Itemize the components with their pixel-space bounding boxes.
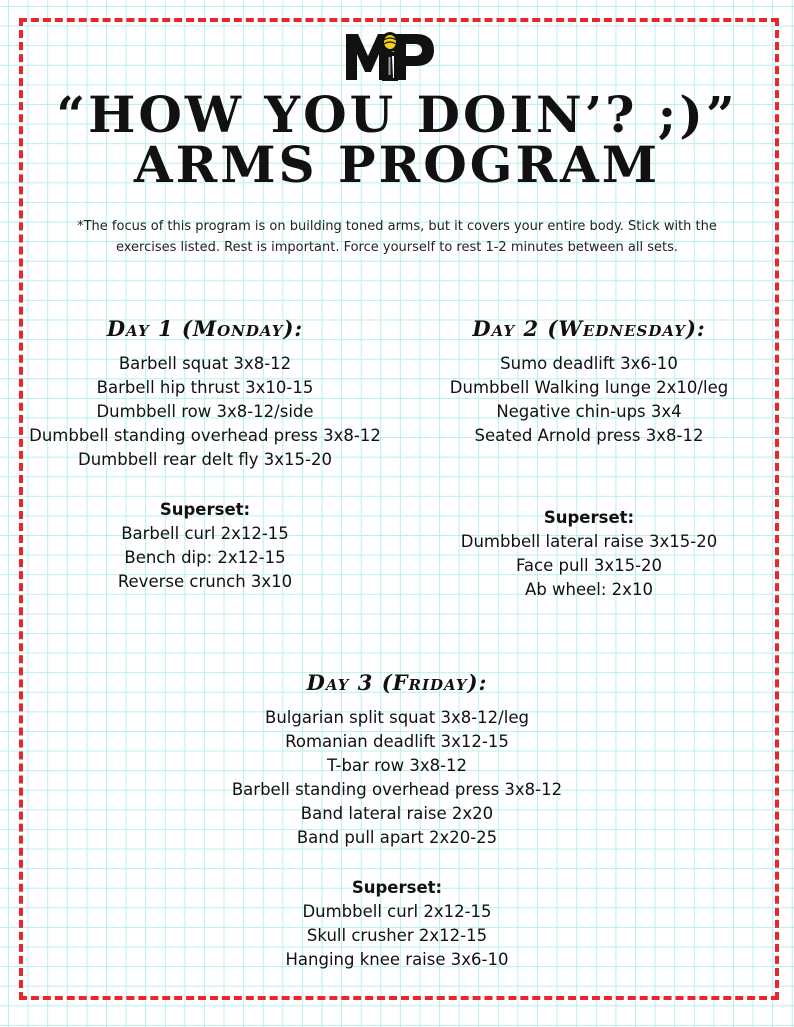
list-item: Barbell squat 3x8-12 <box>118 354 292 373</box>
list-item: Skull crusher 2x12-15 <box>306 926 488 945</box>
page-title-line-2: ARMS PROGRAM <box>133 135 661 194</box>
page-title-line-1: “HOW YOU DOIN’? ;)” <box>56 85 738 144</box>
list-item: Dumbbell rear delt fly 3x15-20 <box>78 450 332 469</box>
day-2-section <box>410 314 768 602</box>
day-3-section <box>197 668 597 972</box>
list-item: T-bar row 3x8-12 <box>326 756 468 775</box>
list-item: Sumo deadlift 3x6-10 <box>500 354 678 373</box>
list-item: Ab wheel: 2x10 <box>525 580 653 599</box>
day-3-superset-label: Superset: <box>351 878 443 897</box>
list-item: Barbell curl 2x12-15 <box>121 524 289 543</box>
list-item: Dumbbell curl 2x12-15 <box>302 902 492 921</box>
day-3-exercise-list <box>197 706 597 850</box>
list-item: Dumbbell standing overhead press 3x8-12 <box>29 426 381 445</box>
program-intro: *The focus of this program is on building toned arms, but it covers your entire body. Stick with the exercises listed. Rest is important. Force yourself to rest 1-2 minutes between all sets. <box>77 219 717 255</box>
list-item: Band lateral raise 2x20 <box>300 804 494 823</box>
day-1-heading: Day 1 (Monday): <box>106 316 304 341</box>
list-item: Band pull apart 2x20-25 <box>296 828 498 847</box>
list-item: Bulgarian split squat 3x8-12/leg <box>265 708 529 727</box>
mp-logo <box>344 28 436 84</box>
microphone-icon <box>344 28 436 84</box>
list-item: Romanian deadlift 3x12-15 <box>285 732 509 751</box>
list-item: Reverse crunch 3x10 <box>117 572 293 591</box>
day-2-superset-list <box>410 530 768 602</box>
day-2-heading: Day 2 (Wednesday): <box>472 316 706 341</box>
day-1-superset-list <box>20 522 390 594</box>
list-item: Dumbbell row 3x8-12/side <box>96 402 314 421</box>
list-item: Bench dip: 2x12-15 <box>124 548 286 567</box>
list-item: Dumbbell lateral raise 3x15-20 <box>460 532 718 551</box>
day-1-section <box>20 314 390 594</box>
day-3-heading: Day 3 (Friday): <box>306 670 488 695</box>
list-item: Seated Arnold press 3x8-12 <box>474 426 704 445</box>
list-item: Negative chin-ups 3x4 <box>496 402 682 421</box>
day-1-superset-label: Superset: <box>159 500 251 519</box>
list-item: Dumbbell Walking lunge 2x10/leg <box>449 378 729 397</box>
day-3-superset-list <box>197 900 597 972</box>
list-item: Barbell standing overhead press 3x8-12 <box>231 780 563 799</box>
day-2-exercise-list <box>410 352 768 448</box>
list-item: Barbell hip thrust 3x10-15 <box>96 378 314 397</box>
list-item: Face pull 3x15-20 <box>515 556 663 575</box>
list-item: Hanging knee raise 3x6-10 <box>285 950 509 969</box>
day-1-exercise-list <box>20 352 390 472</box>
day-2-superset-label: Superset: <box>543 508 635 527</box>
